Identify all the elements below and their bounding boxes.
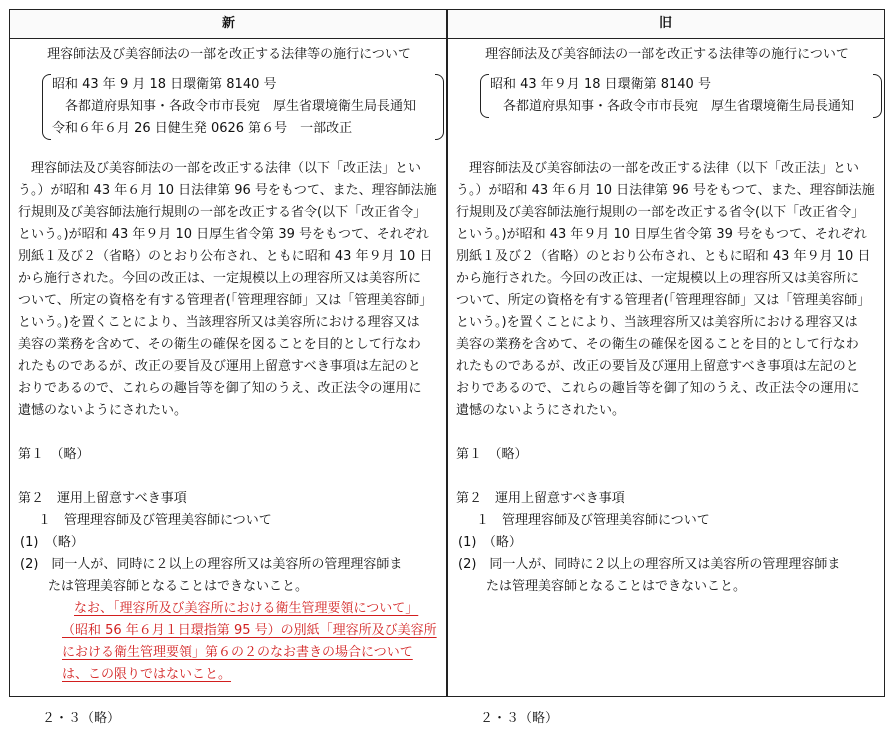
body-line: 別紙１及び２（省略）のとおり公布され、ともに昭和 43 年９月 10 日 (456, 249, 871, 264)
notice-line: 昭和 43 年９月 18 日環衛第 8140 号 (490, 77, 711, 92)
comparison-table (9, 9, 885, 726)
body-line: という。)が昭和 43 年９月 10 日厚生省令第 39 号をもつて、それぞれ (456, 227, 867, 242)
body-paragraph (456, 158, 878, 422)
sub-item-2-cont: たは管理美容師となることはできないこと。 (48, 579, 309, 594)
body-paragraph (18, 158, 440, 422)
amendment-line: は、この限りではないこと。 (62, 667, 232, 682)
section-2: 第２ 運用上留意すべき事項 (18, 491, 187, 506)
sub-item-2: (2) 同一人が、同時に２以上の理容所又は美容所の管理理容師ま (458, 557, 841, 572)
section-2-3: ２・３（略） (42, 711, 121, 726)
item-1: １ 管理理容師及び管理美容師について (38, 513, 272, 528)
amendment-line: なお、「理容所及び美容所における衛生管理要領について」 (74, 601, 419, 616)
body-line: という。)が昭和 43 年９月 10 日厚生省令第 39 号をもつて、それぞれ (18, 227, 429, 242)
column-new (10, 39, 446, 726)
sub-item-1: (1) （略） (458, 535, 522, 550)
body-line: れたものであるが、改正の要旨及び運用上留意すべき事項は左記のと (456, 359, 859, 374)
body-line: ついて、所定の資格を有する管理者(「管理理容師」又は「管理美容師」 (18, 293, 433, 308)
amendment-line: （昭和 56 年６月１日環指第 95 号）の別紙「理容所及び美容所 (62, 623, 437, 638)
section-2: 第２ 運用上留意すべき事項 (456, 491, 625, 506)
body-line: という。)を置くことにより、当該理容所又は美容所における理容又は (18, 315, 420, 330)
section-1: 第１ （略） (456, 447, 528, 462)
body-line: ついて、所定の資格を有する管理者(「管理理容師」又は「管理美容師」 (456, 293, 871, 308)
sub-item-2-cont: たは管理美容師となることはできないこと。 (486, 579, 747, 594)
notice-line: 昭和 43 年 9 月 18 日環衛第 8140 号 (52, 77, 277, 92)
amendment-line: における衛生管理要領」第６の２のなお書きの場合について (62, 645, 413, 660)
body-line: う。）が昭和 43 年６月 10 日法律第 96 号をもつて、また、理容師法施 (456, 183, 875, 198)
notice-info-bracket (484, 74, 876, 118)
section-1: 第１ （略） (18, 447, 90, 462)
body-line: れたものであるが、改正の要旨及び運用上留意すべき事項は左記のと (18, 359, 421, 374)
body-line: から施行された。今回の改正は、一定規模以上の理容所又は美容所に (18, 271, 422, 286)
body-line: おりであるので、これらの趣旨等を御了知のうえ、改正法令の運用に (18, 381, 422, 396)
body-line: から施行された。今回の改正は、一定規模以上の理容所又は美容所に (456, 271, 860, 286)
body-line: 理容師法及び美容師法の一部を改正する法律（以下「改正法」とい (456, 161, 860, 176)
item-1: １ 管理理容師及び管理美容師について (476, 513, 710, 528)
notice-line: 各都道府県知事・各政令市市長宛 厚生省環境衛生局長通知 (52, 99, 417, 114)
body-line: う。）が昭和 43 年６月 10 日法律第 96 号をもつて、また、理容師法施 (18, 183, 437, 198)
body-line: 理容師法及び美容師法の一部を改正する法律（以下「改正法」とい (18, 161, 422, 176)
section-2-3: ２・３（略） (480, 711, 559, 726)
sub-item-1: (1) （略） (20, 535, 84, 550)
doc-title: 理容師法及び美容師法の一部を改正する法律等の施行について (485, 47, 849, 62)
sub-item-2: (2) 同一人が、同時に２以上の理容所又は美容所の管理理容師ま (20, 557, 403, 572)
body-line: 行規則及び美容師法施行規則の一部を改正する省令(以下「改正省令」 (18, 205, 427, 220)
body-line: 遺憾のないようにされたい。 (18, 403, 188, 418)
body-line: 美容の業務を含めて、その衛生の確保を図ることを目的として行なわ (18, 337, 421, 352)
body-line: おりであるので、これらの趣旨等を御了知のうえ、改正法令の運用に (456, 381, 860, 396)
body-line: 美容の業務を含めて、その衛生の確保を図ることを目的として行なわ (456, 337, 859, 352)
notice-line: 各都道府県知事・各政令市市長宛 厚生省環境衛生局長通知 (490, 99, 855, 114)
body-line: という。)を置くことにより、当該理容所又は美容所における理容又は (456, 315, 858, 330)
body-line: 遺憾のないようにされたい。 (456, 403, 626, 418)
body-line: 行規則及び美容師法施行規則の一部を改正する省令(以下「改正省令」 (456, 205, 865, 220)
notice-info-bracket (46, 74, 438, 140)
header-old: 旧 (658, 16, 672, 31)
header-new: 新 (221, 16, 235, 31)
column-old (448, 39, 884, 726)
notice-line: 令和６年６月 26 日健生発 0626 第６号 一部改正 (52, 121, 353, 136)
body-line: 別紙１及び２（省略）のとおり公布され、ともに昭和 43 年９月 10 日 (18, 249, 433, 264)
doc-title: 理容師法及び美容師法の一部を改正する法律等の施行について (47, 47, 411, 62)
